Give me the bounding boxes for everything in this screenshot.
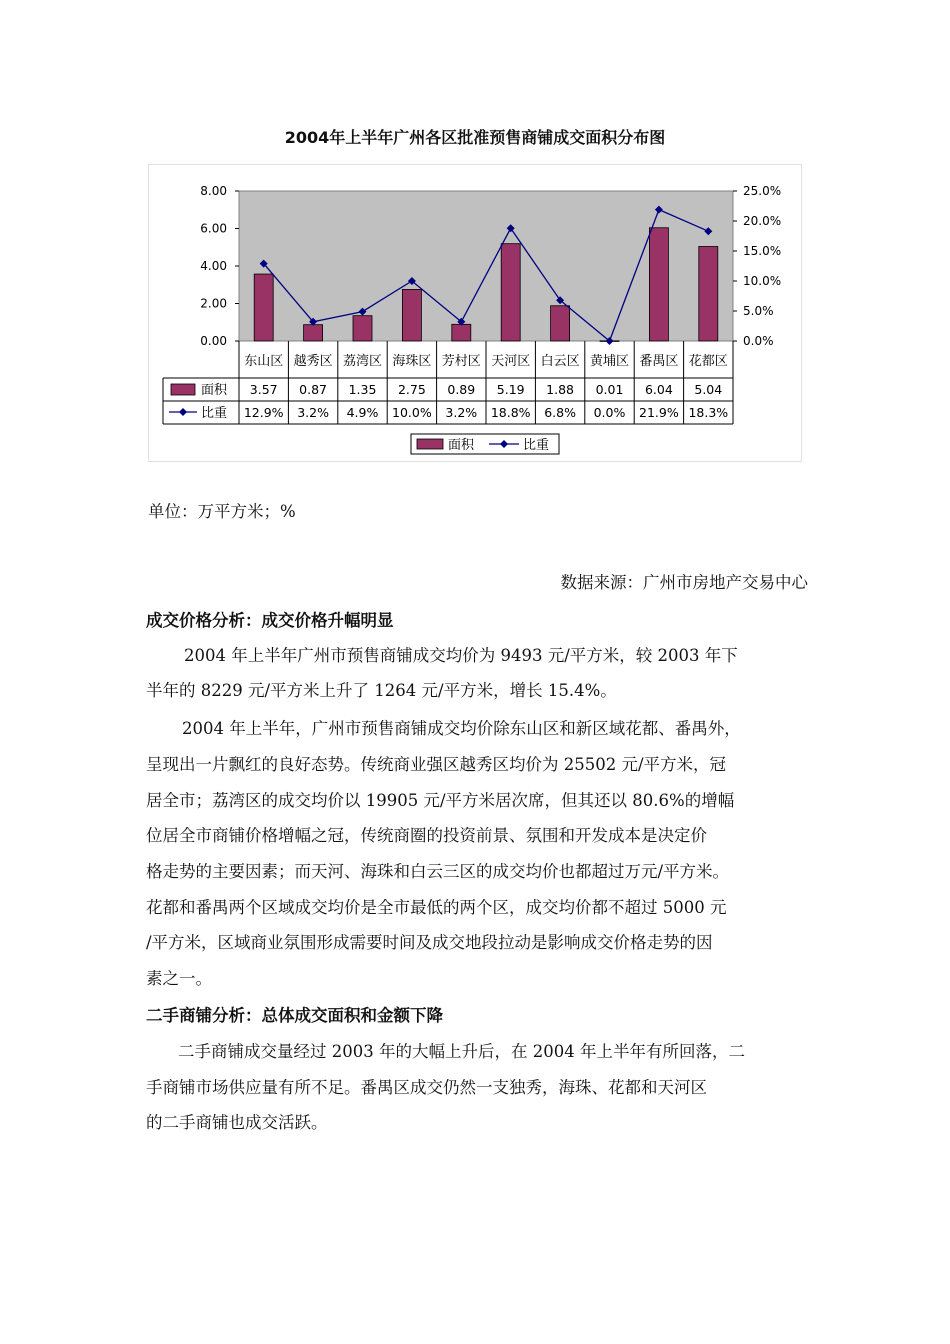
y2-tick-label: 20.0% <box>743 214 782 228</box>
data-label-bizhong: 10.0% <box>392 405 432 420</box>
x-tick-label: 花都区 <box>688 354 728 369</box>
data-label-mianji: 0.89 <box>447 382 476 397</box>
data-label-mianji: 5.19 <box>496 382 525 397</box>
y-tick-label: 6.00 <box>200 221 227 236</box>
data-label-bizhong: 18.8% <box>490 405 531 420</box>
paragraph-line: /平方米，区域商业氛围形成需要时间及成交地段拉动是影响成交价格走势的因 <box>146 933 713 952</box>
paragraph-line: 呈现出一片飘红的良好态势。传统商业强区越秀区均价为 25502 元/平方米，冠 <box>146 755 727 774</box>
table-row-label-bizhong: 比重 <box>201 406 228 421</box>
y-tick-label: 2.00 <box>200 296 227 311</box>
x-tick-label: 芳村区 <box>441 354 481 369</box>
bar-mianji <box>254 274 273 341</box>
data-label-mianji: 5.04 <box>694 382 723 397</box>
y2-tick-label: 25.0% <box>743 184 782 198</box>
x-tick-label: 海珠区 <box>392 354 432 369</box>
bar-mianji <box>304 325 323 341</box>
x-tick-label: 越秀区 <box>293 354 333 369</box>
bar-mianji <box>452 324 471 341</box>
data-label-bizhong: 3.2% <box>297 405 329 420</box>
chart <box>148 164 802 462</box>
bar-mianji <box>353 316 372 341</box>
y2-tick-label: 0.0% <box>743 334 774 348</box>
section1-heading: 成交价格分析：成交价格升幅明显 <box>146 611 394 630</box>
table-key-mianji <box>171 384 195 395</box>
paragraph-line: 的二手商铺也成交活跃。 <box>146 1113 328 1132</box>
unit-note: 单位：万平方米；% <box>148 502 296 521</box>
paragraph-line: 手商铺市场供应量有所不足。番禺区成交仍然一支独秀，海珠、花都和天河区 <box>146 1078 707 1097</box>
bar-mianji <box>551 306 570 341</box>
x-tick-label: 番禺区 <box>639 354 679 369</box>
legend-label-bizhong: 比重 <box>523 438 550 453</box>
y2-tick-label: 10.0% <box>743 274 782 288</box>
bar-mianji <box>501 244 520 341</box>
data-label-mianji: 6.04 <box>644 382 673 397</box>
chart-title: 2004年上半年广州各区批准预售商铺成交面积分布图 <box>284 128 666 147</box>
y2-tick-label: 15.0% <box>743 244 782 258</box>
x-tick-label: 东山区 <box>244 354 284 369</box>
paragraph-line: 位居全市商铺价格增幅之冠，传统商圈的投资前景、氛围和开发成本是决定价 <box>146 826 707 845</box>
x-tick-label: 荔湾区 <box>342 354 383 369</box>
y2-tick-label: 5.0% <box>743 304 774 318</box>
data-label-bizhong: 6.8% <box>544 405 576 420</box>
chart-svg <box>149 165 801 461</box>
data-label-mianji: 3.57 <box>249 382 278 397</box>
y-tick-label: 0.00 <box>200 334 227 348</box>
legend-key-mianji <box>417 439 443 449</box>
data-label-bizhong: 18.3% <box>688 405 729 420</box>
data-label-mianji: 1.35 <box>348 382 377 397</box>
x-tick-label: 天河区 <box>491 354 531 369</box>
paragraph-line: 2004 年上半年，广州市预售商铺成交均价除东山区和新区域花都、番禺外， <box>182 719 741 738</box>
table-row-label-mianji: 面积 <box>201 383 228 398</box>
section2-heading: 二手商铺分析：总体成交面积和金额下降 <box>146 1006 443 1025</box>
source-note: 数据来源：广州市房地产交易中心 <box>560 573 808 592</box>
y-tick-label: 4.00 <box>200 259 227 273</box>
x-tick-label: 白云区 <box>540 354 580 369</box>
data-label-bizhong: 12.9% <box>243 405 284 420</box>
bar-mianji <box>402 289 421 341</box>
data-label-bizhong: 21.9% <box>639 405 679 420</box>
paragraph-line: 居全市；荔湾区的成交均价以 19905 元/平方米居次席，但其还以 80.6%的增幅 <box>146 791 735 810</box>
paragraph-line: 半年的 8229 元/平方米上升了 1264 元/平方米，增长 15.4%。 <box>146 681 617 700</box>
x-tick-label: 黄埔区 <box>589 354 630 369</box>
data-label-mianji: 0.01 <box>595 382 624 397</box>
data-label-bizhong: 4.9% <box>346 405 379 420</box>
data-label-mianji: 2.75 <box>397 382 426 397</box>
paragraph-line: 格走势的主要因素；而天河、海珠和白云三区的成交均价也都超过万元/平方米。 <box>146 862 730 881</box>
table-key-bizhong-marker <box>179 408 187 416</box>
paragraph-line: 花都和番禺两个区域成交均价是全市最低的两个区，成交均价都不超过 5000 元 <box>146 898 727 917</box>
paragraph-line: 2004 年上半年广州市预售商铺成交均价为 9493 元/平方米，较 2003 年下 <box>184 646 738 665</box>
paragraph-line: 二手商铺成交量经过 2003 年的大幅上升后，在 2004 年上半年有所回落，二 <box>178 1042 745 1061</box>
data-label-bizhong: 0.0% <box>593 405 626 420</box>
bar-mianji <box>699 247 718 342</box>
data-label-bizhong: 3.2% <box>445 405 478 420</box>
data-label-mianji: 1.88 <box>546 382 575 397</box>
legend-label-mianji: 面积 <box>448 438 475 453</box>
data-label-mianji: 0.87 <box>299 382 328 397</box>
bar-mianji <box>649 228 668 341</box>
y-tick-label: 8.00 <box>200 184 227 198</box>
paragraph-line: 素之一。 <box>146 969 212 988</box>
